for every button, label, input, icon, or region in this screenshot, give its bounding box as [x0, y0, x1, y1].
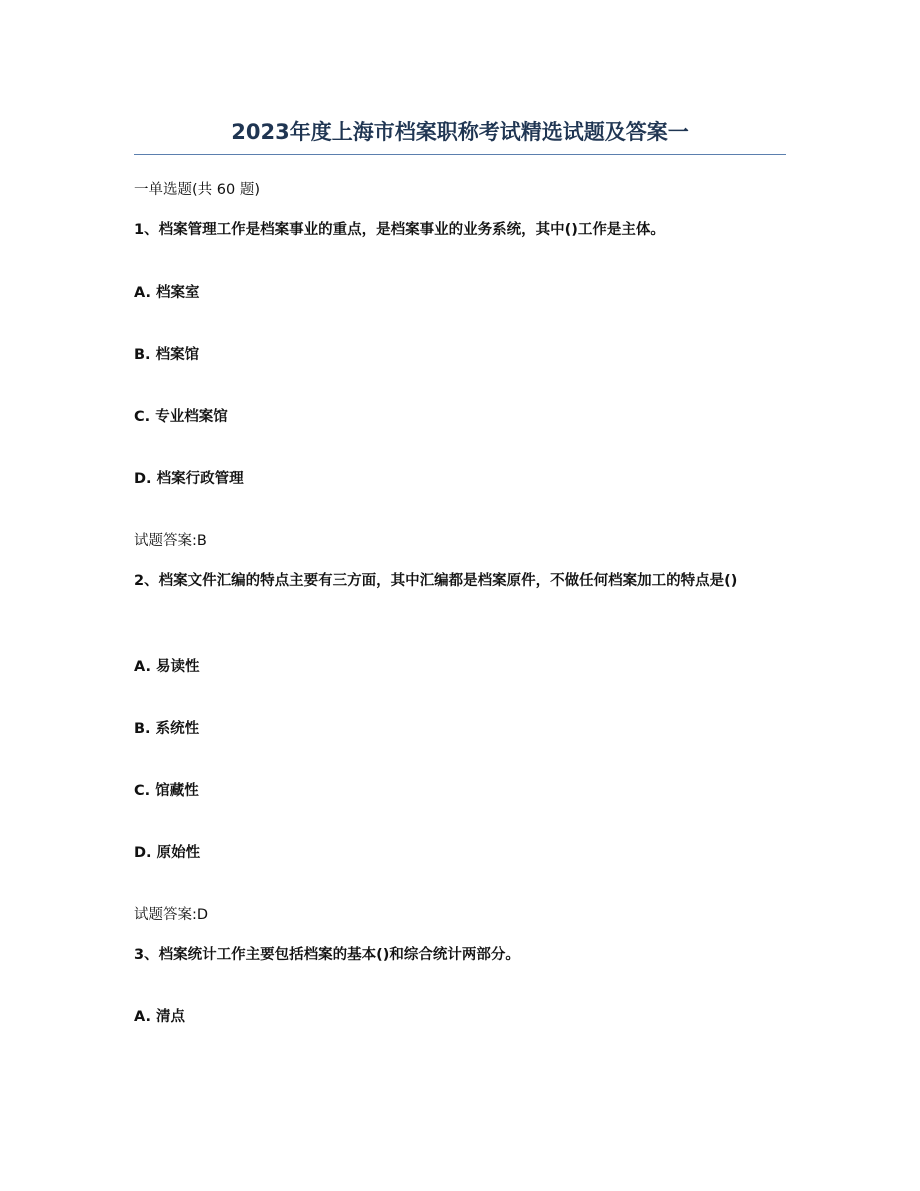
question-1-option-d: D. 档案行政管理: [134, 471, 244, 487]
question-1-option-b: B. 档案馆: [134, 347, 200, 363]
question-1-option-c: C. 专业档案馆: [134, 409, 228, 425]
question-1-option-a: A. 档案室: [134, 285, 200, 301]
question-2-option-a: A. 易读性: [134, 659, 200, 675]
question-2-option-c: C. 馆藏性: [134, 783, 199, 799]
title-divider: [134, 154, 786, 155]
question-2-option-d: D. 原始性: [134, 845, 201, 861]
question-2-option-b: B. 系统性: [134, 721, 200, 737]
question-1-text: 1、档案管理工作是档案事业的重点，是档案事业的业务系统，其中()工作是主体。: [134, 222, 665, 238]
question-2-answer: 试题答案:D: [134, 907, 209, 923]
document-title: 2023年度上海市档案职称考试精选试题及答案一: [231, 120, 689, 144]
question-3-option-a: A. 清点: [134, 1009, 186, 1025]
question-3-text: 3、档案统计工作主要包括档案的基本()和综合统计两部分。: [134, 947, 520, 963]
question-1-answer: 试题答案:B: [134, 533, 207, 549]
section-heading: 一单选题(共 60 题): [134, 182, 260, 198]
question-2-text: 2、档案文件汇编的特点主要有三方面，其中汇编都是档案原件，不做任何档案加工的特点是(): [134, 573, 738, 589]
